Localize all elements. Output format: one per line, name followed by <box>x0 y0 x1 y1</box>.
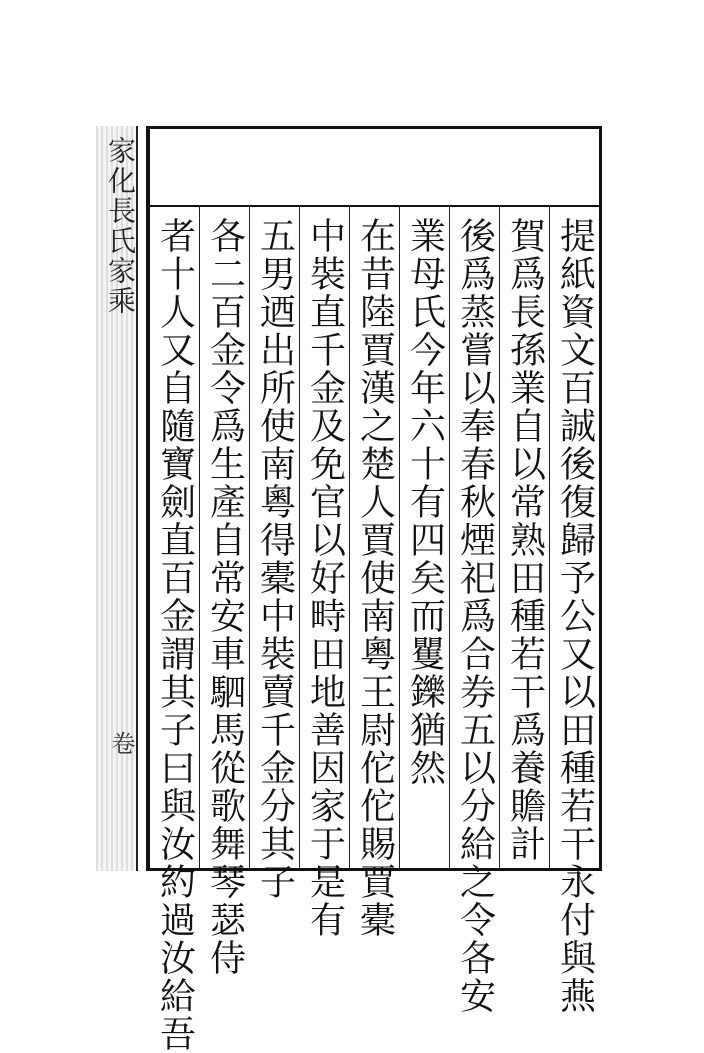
text-column <box>199 205 249 977</box>
column-text: 在昔陸賈漢之楚人賈使南粵王尉佗佗賜賈橐 <box>354 217 396 939</box>
text-column <box>349 205 399 939</box>
column-text: 後爲蒸嘗以奉春秋煙祀爲合券五以分給之令各安 <box>454 217 496 1015</box>
column-text: 中裝直千金及免官以好畤田地善因家于是有 <box>304 217 346 939</box>
gutter-title: 家化長氏家乘 <box>104 136 137 316</box>
text-column <box>399 205 449 868</box>
page-frame <box>96 126 610 1053</box>
gutter-folio: 卷 <box>107 731 135 755</box>
column-text: 提紙資文百誠後復歸予公又以田種若干永付與燕 <box>554 217 596 1015</box>
column-text: 業母氏今年六十有四矣而矍鑠猶然 <box>404 217 446 787</box>
column-text: 賀爲長孫業自以常熟田種若干爲養贍計 <box>504 217 546 863</box>
column-text: 五男迺出所使南粵得橐中裝賣千金分其子 <box>254 217 296 901</box>
gutter-margin <box>96 126 138 871</box>
column-text: 者十人又自隨寶劍直百金謂其子曰與汝約過汝給吾 <box>154 217 196 1053</box>
text-column <box>449 205 499 1015</box>
top-margin-band <box>150 129 599 207</box>
text-columns <box>150 205 599 1053</box>
text-column <box>249 205 299 901</box>
text-block <box>146 126 602 1053</box>
column-text: 各二百金令爲生產自常安車駟馬從歌舞琴瑟侍 <box>204 217 246 977</box>
text-column <box>549 205 599 1015</box>
text-column <box>150 205 199 1053</box>
text-column <box>299 205 349 939</box>
text-column <box>499 205 549 868</box>
